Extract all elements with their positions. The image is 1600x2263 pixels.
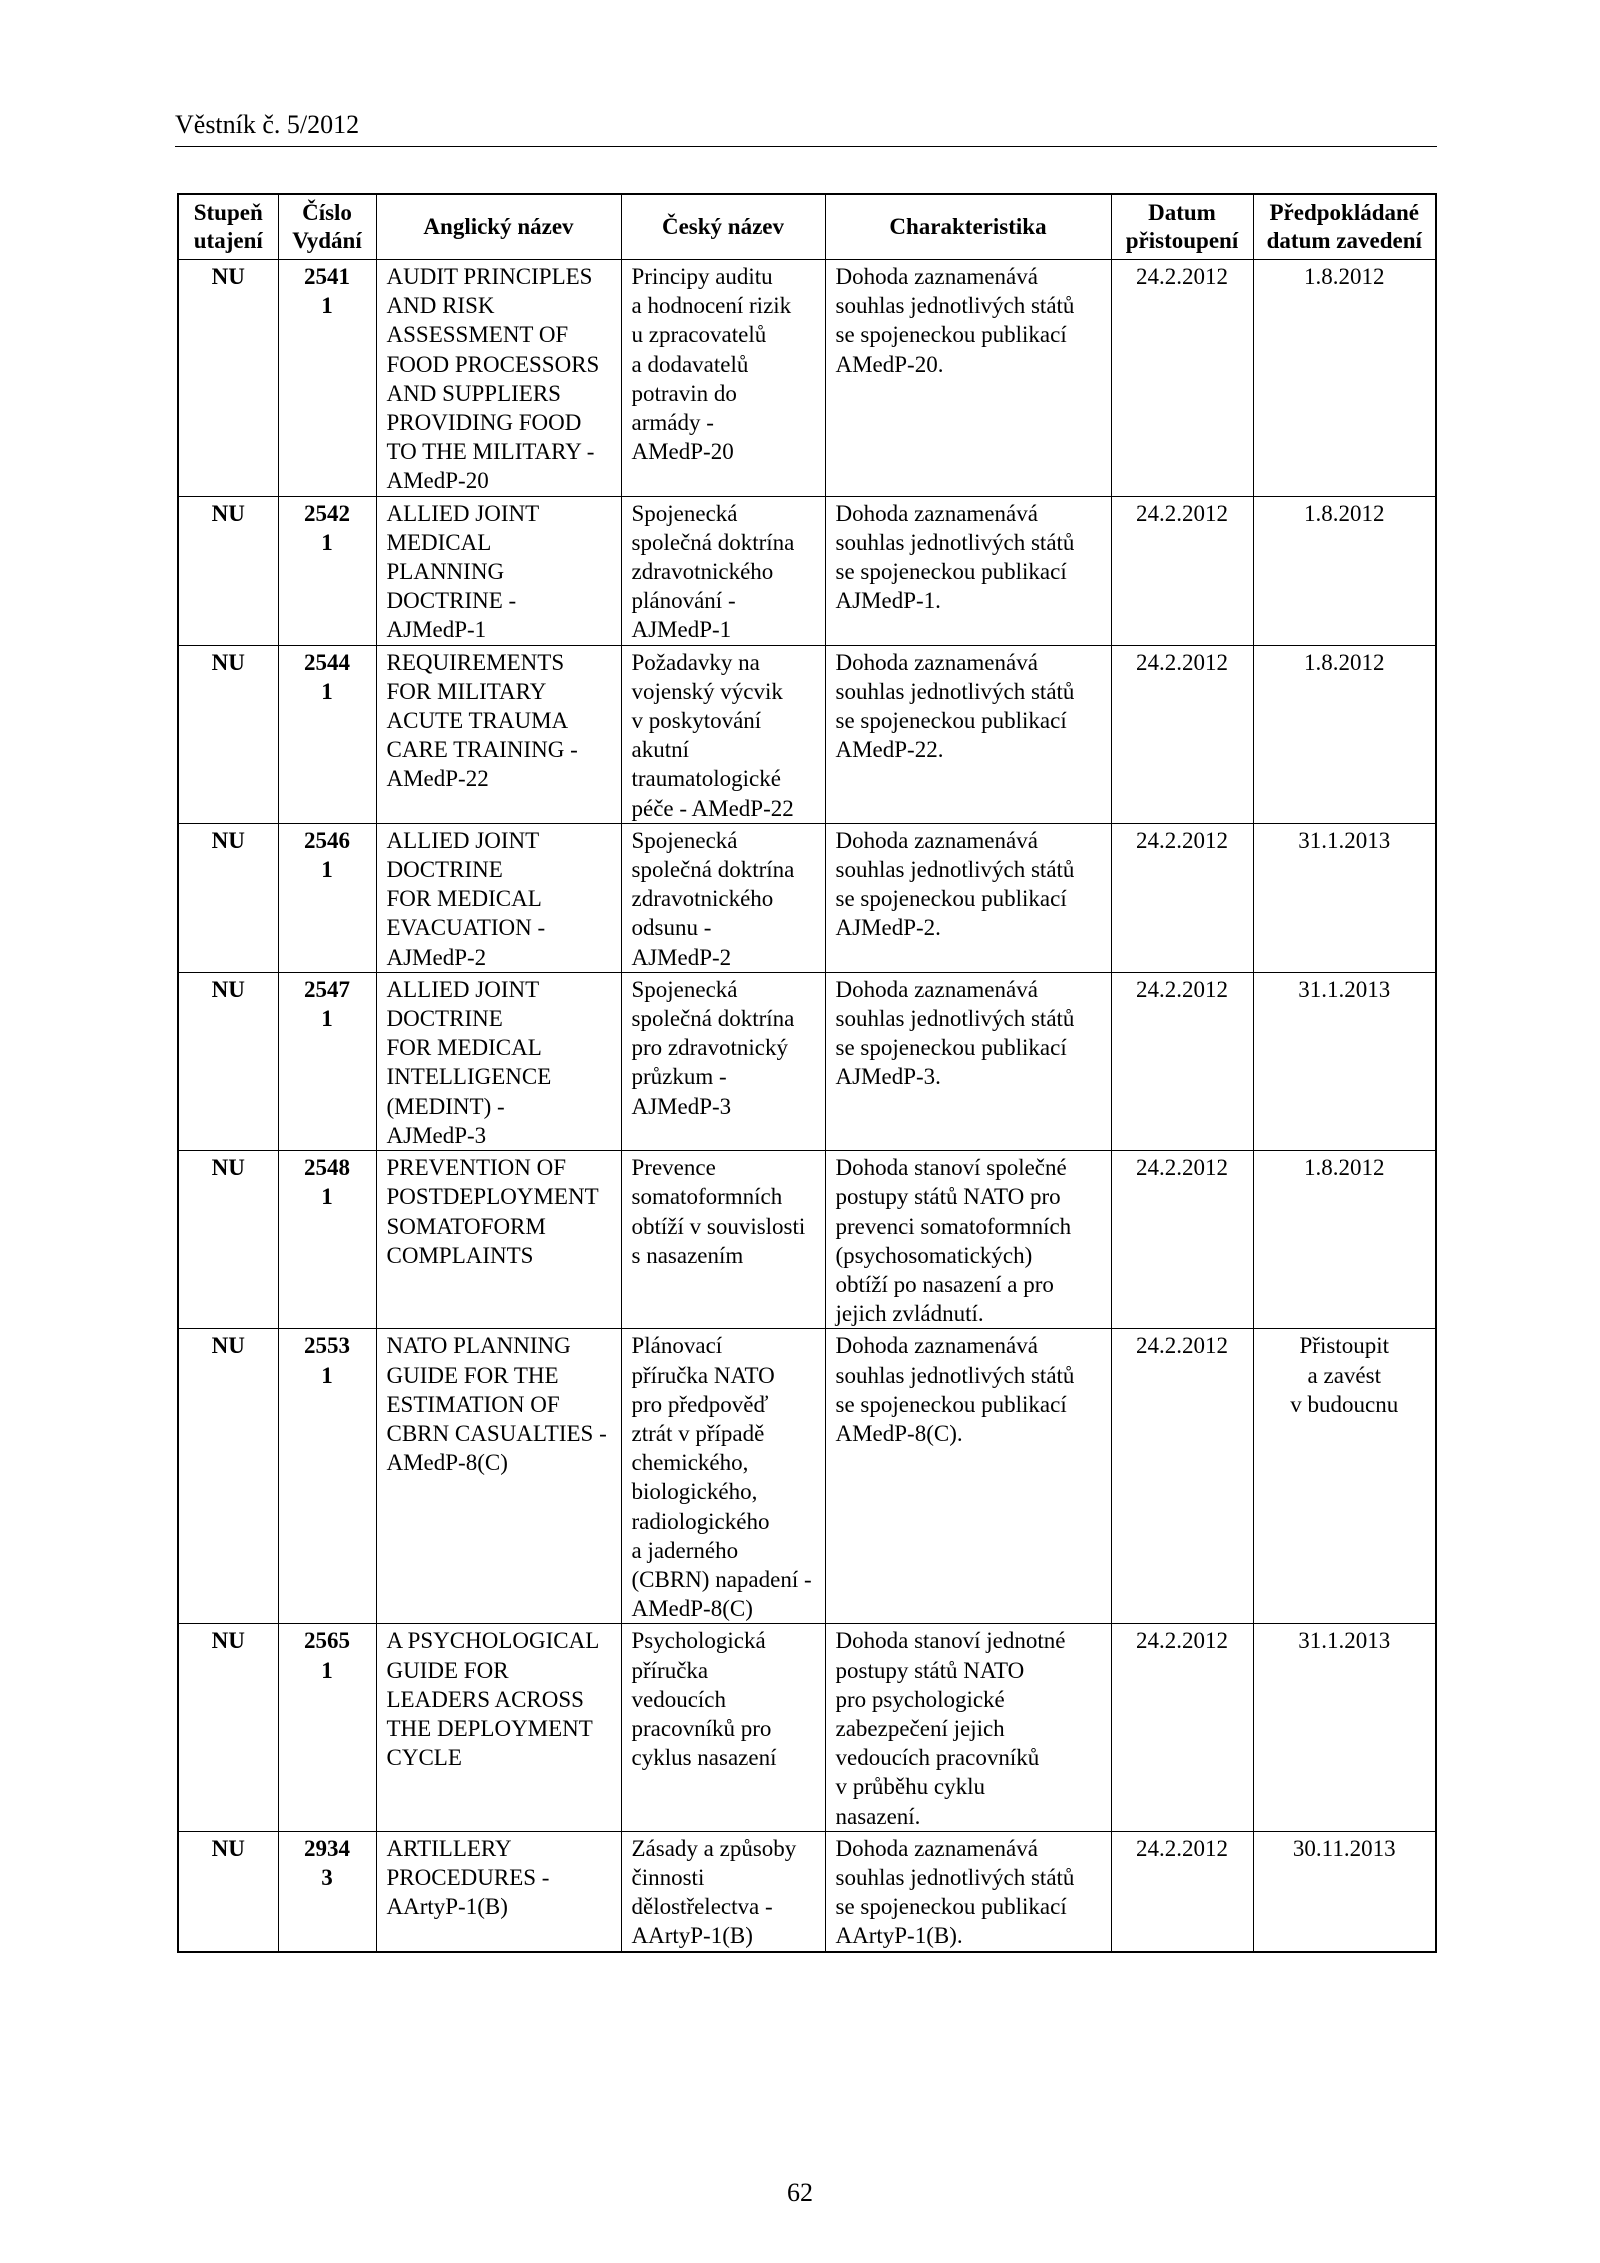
cell-line: plánování - bbox=[631, 588, 736, 614]
cell-line: nasazení. bbox=[835, 1803, 921, 1829]
edition-number: 1 bbox=[321, 293, 333, 319]
table-header-row bbox=[178, 194, 1436, 260]
english-name-cell bbox=[376, 1151, 621, 1329]
cell-line: Požadavky na bbox=[631, 649, 760, 675]
cell-line: akutní bbox=[631, 737, 689, 763]
cell-line: souhlas jednotlivých států bbox=[835, 1362, 1075, 1388]
cell-line: (psychosomatických) bbox=[835, 1242, 1033, 1268]
cell-line: AMedP-22 bbox=[386, 766, 489, 792]
cell-line: ARTILLERY bbox=[386, 1835, 512, 1861]
cell-line: (MEDINT) - bbox=[386, 1093, 505, 1119]
cell-line: FOR MEDICAL bbox=[386, 886, 542, 912]
cell-line: ALLIED JOINT bbox=[386, 976, 540, 1002]
cell-line: 1.8.2012 bbox=[1304, 500, 1385, 526]
cell-line: souhlas jednotlivých států bbox=[835, 1006, 1075, 1032]
cell-line: souhlas jednotlivých států bbox=[835, 529, 1075, 555]
cell-line: PLANNING bbox=[386, 559, 505, 585]
table-row bbox=[178, 1624, 1436, 1831]
accession-date-cell: 24.2.2012 bbox=[1111, 1329, 1253, 1624]
cell-line: se spojeneckou publikací bbox=[835, 322, 1067, 348]
cell-line: GUIDE FOR THE bbox=[386, 1362, 559, 1388]
cell-line: odsunu - bbox=[631, 915, 712, 941]
classification-cell: NU bbox=[178, 1329, 278, 1624]
number-cell bbox=[278, 823, 376, 972]
characteristics-cell bbox=[825, 1329, 1111, 1624]
cell-line: AJMedP-2 bbox=[631, 944, 732, 970]
cell-line: souhlas jednotlivých států bbox=[835, 293, 1075, 319]
cell-line: AArtyP-1(B). bbox=[835, 1923, 963, 1949]
cell-line: FOOD PROCESSORS bbox=[386, 351, 600, 377]
czech-name-cell bbox=[621, 1329, 825, 1624]
stanag-number: 2542 bbox=[304, 500, 350, 526]
cell-line: 31.1.2013 bbox=[1298, 1628, 1391, 1654]
cell-line: ALLIED JOINT bbox=[386, 827, 540, 853]
english-name-cell bbox=[376, 260, 621, 497]
accession-date-cell: 24.2.2012 bbox=[1111, 496, 1253, 645]
table-body bbox=[178, 260, 1436, 1952]
header-line: Anglický název bbox=[423, 214, 574, 239]
accession-date-cell: 24.2.2012 bbox=[1111, 972, 1253, 1150]
cell-line: péče - AMedP-22 bbox=[631, 795, 794, 821]
header-line: přistoupení bbox=[1125, 228, 1239, 253]
cell-line: Dohoda zaznamenává bbox=[835, 264, 1038, 289]
header-line: Datum bbox=[1148, 200, 1216, 225]
cell-line: 1.8.2012 bbox=[1304, 264, 1385, 289]
number-cell bbox=[278, 1831, 376, 1951]
number-cell bbox=[278, 1624, 376, 1831]
cell-line: a dodavatelů bbox=[631, 351, 749, 377]
cell-line: AArtyP-1(B) bbox=[631, 1923, 753, 1949]
cell-line: FOR MEDICAL bbox=[386, 1035, 542, 1061]
cell-line: EVACUATION - bbox=[386, 915, 546, 941]
column-header-planned-date bbox=[1253, 194, 1436, 260]
header-line: utajení bbox=[193, 228, 263, 253]
cell-line: ACUTE TRAUMA bbox=[386, 708, 569, 734]
characteristics-cell bbox=[825, 972, 1111, 1150]
page-header bbox=[175, 112, 1437, 147]
accession-date-cell: 24.2.2012 bbox=[1111, 1831, 1253, 1951]
cell-line: průzkum - bbox=[631, 1064, 727, 1090]
cell-line: AMedP-8(C) bbox=[631, 1596, 753, 1622]
planned-date-cell bbox=[1253, 645, 1436, 823]
cell-line: AND RISK bbox=[386, 293, 495, 319]
cell-line: Dohoda zaznamenává bbox=[835, 1835, 1038, 1861]
cell-line: AArtyP-1(B) bbox=[386, 1894, 508, 1920]
cell-line: 1.8.2012 bbox=[1304, 649, 1385, 675]
edition-number: 1 bbox=[321, 1362, 333, 1388]
column-header-czech-name bbox=[621, 194, 825, 260]
cell-line: somatoformních bbox=[631, 1184, 783, 1210]
planned-date-cell bbox=[1253, 972, 1436, 1150]
stanag-number: 2546 bbox=[304, 827, 350, 853]
cell-line: DOCTRINE bbox=[386, 1006, 503, 1032]
czech-name-cell bbox=[621, 1831, 825, 1951]
cell-line: v poskytování bbox=[631, 708, 762, 734]
stanag-number: 2547 bbox=[304, 976, 350, 1002]
cell-line: a jaderného bbox=[631, 1537, 739, 1563]
cell-line: DOCTRINE bbox=[386, 857, 503, 883]
stanag-number: 2548 bbox=[304, 1155, 350, 1181]
edition-number: 1 bbox=[321, 678, 333, 704]
classification-cell: NU bbox=[178, 1624, 278, 1831]
characteristics-cell bbox=[825, 645, 1111, 823]
cell-line: PROCEDURES - bbox=[386, 1864, 550, 1890]
cell-line: 31.1.2013 bbox=[1298, 976, 1391, 1002]
czech-name-cell bbox=[621, 823, 825, 972]
planned-date-cell bbox=[1253, 1831, 1436, 1951]
czech-name-cell bbox=[621, 260, 825, 497]
bulletin-title: Věstník č. 5/2012 bbox=[175, 110, 360, 139]
cell-line: ztrát v případě bbox=[631, 1420, 765, 1446]
cell-line: Prevence bbox=[631, 1155, 716, 1181]
cell-line: POSTDEPLOYMENT bbox=[386, 1184, 599, 1210]
cell-line: zdravotnického bbox=[631, 886, 774, 912]
cell-line: PREVENTION OF bbox=[386, 1155, 567, 1181]
cell-line: Dohoda zaznamenává bbox=[835, 827, 1038, 853]
accession-date-cell: 24.2.2012 bbox=[1111, 823, 1253, 972]
cell-line: DOCTRINE - bbox=[386, 588, 517, 614]
cell-line: AJMedP-3 bbox=[631, 1093, 732, 1119]
cell-line: příručka bbox=[631, 1657, 709, 1683]
cell-line: Dohoda stanoví jednotné bbox=[835, 1628, 1066, 1654]
cell-line: FOR MILITARY bbox=[386, 678, 547, 704]
edition-number: 1 bbox=[321, 1184, 333, 1210]
czech-name-cell bbox=[621, 972, 825, 1150]
accession-date-cell: 24.2.2012 bbox=[1111, 260, 1253, 497]
cell-line: AMedP-8(C). bbox=[835, 1420, 963, 1446]
planned-date-cell bbox=[1253, 823, 1436, 972]
cell-line: AJMedP-2. bbox=[835, 915, 941, 941]
cell-line: AJMedP-1 bbox=[631, 617, 732, 643]
cell-line: 1.8.2012 bbox=[1304, 1155, 1385, 1181]
cell-line: NATO PLANNING bbox=[386, 1333, 571, 1359]
cell-line: souhlas jednotlivých států bbox=[835, 1864, 1075, 1890]
cell-line: AJMedP-3 bbox=[386, 1122, 487, 1148]
column-header-english-name bbox=[376, 194, 621, 260]
cell-line: 31.1.2013 bbox=[1298, 827, 1391, 853]
cell-line: Zásady a způsoby bbox=[631, 1835, 797, 1861]
header-line: Vydání bbox=[292, 228, 362, 253]
cell-line: společná doktrína bbox=[631, 1006, 795, 1032]
cell-line: Psychologická bbox=[631, 1628, 766, 1654]
page-number: 62 bbox=[787, 2178, 813, 2207]
cell-line: vojenský výcvik bbox=[631, 678, 783, 704]
cell-line: pro zdravotnický bbox=[631, 1035, 788, 1061]
cell-line: AMedP-8(C) bbox=[386, 1450, 508, 1476]
english-name-cell bbox=[376, 1831, 621, 1951]
cell-line: GUIDE FOR bbox=[386, 1657, 509, 1683]
cell-line: se spojeneckou publikací bbox=[835, 708, 1067, 734]
cell-line: traumatologické bbox=[631, 766, 781, 792]
header-line: Předpokládané bbox=[1269, 200, 1420, 225]
cell-line: LEADERS ACROSS bbox=[386, 1686, 584, 1712]
czech-name-cell bbox=[621, 645, 825, 823]
characteristics-cell bbox=[825, 1831, 1111, 1951]
cell-line: Přistoupit bbox=[1299, 1333, 1389, 1359]
cell-line: společná doktrína bbox=[631, 857, 795, 883]
planned-date-cell bbox=[1253, 1151, 1436, 1329]
edition-number: 3 bbox=[321, 1864, 333, 1890]
cell-line: ASSESSMENT OF bbox=[386, 322, 569, 348]
cell-line: armády - bbox=[631, 410, 714, 436]
cell-line: a zavést bbox=[1307, 1362, 1381, 1388]
english-name-cell bbox=[376, 1624, 621, 1831]
cell-line: AMedP-22. bbox=[835, 737, 944, 763]
number-cell bbox=[278, 972, 376, 1150]
cell-line: Dohoda zaznamenává bbox=[835, 1333, 1038, 1359]
cell-line: dělostřelectva - bbox=[631, 1894, 773, 1920]
cell-line: SOMATOFORM bbox=[386, 1213, 546, 1239]
classification-cell: NU bbox=[178, 645, 278, 823]
table-row bbox=[178, 823, 1436, 972]
cell-line: AMedP-20 bbox=[631, 439, 734, 465]
characteristics-cell bbox=[825, 496, 1111, 645]
cell-line: 30.11.2013 bbox=[1292, 1835, 1396, 1861]
column-header-accession-date bbox=[1111, 194, 1253, 260]
cell-line: A PSYCHOLOGICAL bbox=[386, 1628, 600, 1654]
english-name-cell bbox=[376, 1329, 621, 1624]
cell-line: biologického, bbox=[631, 1479, 758, 1505]
accession-date-cell: 24.2.2012 bbox=[1111, 1151, 1253, 1329]
cell-line: společná doktrína bbox=[631, 529, 795, 555]
cell-line: a hodnocení rizik bbox=[631, 293, 792, 319]
classification-cell: NU bbox=[178, 260, 278, 497]
cell-line: se spojeneckou publikací bbox=[835, 559, 1067, 585]
cell-line: Spojenecká bbox=[631, 827, 738, 853]
edition-number: 1 bbox=[321, 1006, 333, 1032]
classification-cell: NU bbox=[178, 823, 278, 972]
cell-line: Spojenecká bbox=[631, 500, 738, 526]
cell-line: ESTIMATION OF bbox=[386, 1391, 560, 1417]
cell-line: CYCLE bbox=[386, 1745, 462, 1771]
number-cell bbox=[278, 645, 376, 823]
edition-number: 1 bbox=[321, 529, 333, 555]
column-header-number bbox=[278, 194, 376, 260]
column-header-level bbox=[178, 194, 278, 260]
english-name-cell bbox=[376, 496, 621, 645]
header-line: Stupeň bbox=[193, 200, 263, 225]
cell-line: Dohoda zaznamenává bbox=[835, 649, 1038, 675]
cell-line: Spojenecká bbox=[631, 976, 738, 1002]
number-cell bbox=[278, 1151, 376, 1329]
cell-line: se spojeneckou publikací bbox=[835, 1035, 1067, 1061]
header-line: datum zavedení bbox=[1266, 228, 1422, 253]
cell-line: u zpracovatelů bbox=[631, 322, 767, 348]
stanag-number: 2934 bbox=[304, 1835, 350, 1861]
accession-date-cell: 24.2.2012 bbox=[1111, 645, 1253, 823]
cell-line: CBRN CASUALTIES - bbox=[386, 1420, 607, 1446]
classification-cell: NU bbox=[178, 972, 278, 1150]
czech-name-cell bbox=[621, 496, 825, 645]
table-row bbox=[178, 645, 1436, 823]
cell-line: potravin do bbox=[631, 380, 737, 406]
cell-line: jejich zvládnutí. bbox=[835, 1301, 984, 1327]
stanag-number: 2544 bbox=[304, 649, 350, 675]
english-name-cell bbox=[376, 972, 621, 1150]
cell-line: se spojeneckou publikací bbox=[835, 886, 1067, 912]
czech-name-cell bbox=[621, 1624, 825, 1831]
cell-line: Dohoda stanoví společné bbox=[835, 1155, 1067, 1181]
cell-line: Dohoda zaznamenává bbox=[835, 500, 1038, 526]
cell-line: příručka NATO bbox=[631, 1362, 775, 1388]
cell-line: pracovníků pro bbox=[631, 1715, 772, 1741]
cell-line: se spojeneckou publikací bbox=[835, 1391, 1067, 1417]
number-cell bbox=[278, 260, 376, 497]
cell-line: souhlas jednotlivých států bbox=[835, 857, 1075, 883]
cell-line: v budoucnu bbox=[1290, 1391, 1399, 1417]
characteristics-cell bbox=[825, 1151, 1111, 1329]
header-line: Český název bbox=[661, 214, 785, 239]
english-name-cell bbox=[376, 645, 621, 823]
cell-line: vedoucích pracovníků bbox=[835, 1745, 1040, 1771]
cell-line: COMPLAINTS bbox=[386, 1242, 534, 1268]
cell-line: vedoucích bbox=[631, 1686, 727, 1712]
cell-line: AMedP-20. bbox=[835, 351, 944, 377]
edition-number: 1 bbox=[321, 857, 333, 883]
table-row bbox=[178, 496, 1436, 645]
planned-date-cell bbox=[1253, 496, 1436, 645]
table-row bbox=[178, 972, 1436, 1150]
header-line: Charakteristika bbox=[889, 214, 1047, 239]
cell-line: obtíží v souvislosti bbox=[631, 1213, 806, 1239]
number-cell bbox=[278, 1329, 376, 1624]
cell-line: Principy auditu bbox=[631, 264, 773, 289]
cell-line: pro psychologické bbox=[835, 1686, 1005, 1712]
planned-date-cell bbox=[1253, 1624, 1436, 1831]
cell-line: INTELLIGENCE bbox=[386, 1064, 552, 1090]
cell-line: zdravotnického bbox=[631, 559, 774, 585]
cell-line: AJMedP-2 bbox=[386, 944, 487, 970]
number-cell bbox=[278, 496, 376, 645]
cell-line: TO THE MILITARY - bbox=[386, 439, 595, 465]
cell-line: se spojeneckou publikací bbox=[835, 1894, 1067, 1920]
characteristics-cell bbox=[825, 1624, 1111, 1831]
cell-line: AUDIT PRINCIPLES bbox=[386, 264, 593, 289]
czech-name-cell bbox=[621, 1151, 825, 1329]
cell-line: Plánovací bbox=[631, 1333, 723, 1359]
header-line: Číslo bbox=[302, 200, 352, 225]
cell-line: obtíží po nasazení a pro bbox=[835, 1271, 1054, 1297]
cell-line: radiologického bbox=[631, 1508, 770, 1534]
cell-line: Dohoda zaznamenává bbox=[835, 976, 1038, 1002]
cell-line: prevenci somatoformních bbox=[835, 1213, 1072, 1239]
stanag-table bbox=[177, 193, 1437, 1953]
cell-line: cyklus nasazení bbox=[631, 1745, 777, 1771]
cell-line: MEDICAL bbox=[386, 529, 492, 555]
planned-date-cell bbox=[1253, 1329, 1436, 1624]
cell-line: postupy států NATO bbox=[835, 1657, 1025, 1683]
cell-line: CARE TRAINING - bbox=[386, 737, 578, 763]
stanag-number: 2565 bbox=[304, 1628, 350, 1654]
characteristics-cell bbox=[825, 823, 1111, 972]
classification-cell: NU bbox=[178, 1831, 278, 1951]
cell-line: (CBRN) napadení - bbox=[631, 1566, 812, 1592]
cell-line: pro předpověď bbox=[631, 1391, 769, 1417]
cell-line: s nasazením bbox=[631, 1242, 744, 1268]
characteristics-cell bbox=[825, 260, 1111, 497]
cell-line: v průběhu cyklu bbox=[835, 1774, 985, 1800]
stanag-number: 2541 bbox=[304, 264, 350, 289]
classification-cell: NU bbox=[178, 1151, 278, 1329]
column-header-characteristics bbox=[825, 194, 1111, 260]
cell-line: AND SUPPLIERS bbox=[386, 380, 561, 406]
cell-line: postupy států NATO pro bbox=[835, 1184, 1061, 1210]
cell-line: zabezpečení jejich bbox=[835, 1715, 1005, 1741]
stanag-number: 2553 bbox=[304, 1333, 350, 1359]
cell-line: ALLIED JOINT bbox=[386, 500, 540, 526]
planned-date-cell bbox=[1253, 260, 1436, 497]
table-row bbox=[178, 260, 1436, 497]
cell-line: chemického, bbox=[631, 1450, 749, 1476]
cell-line: AJMedP-3. bbox=[835, 1064, 941, 1090]
english-name-cell bbox=[376, 823, 621, 972]
cell-line: činnosti bbox=[631, 1864, 705, 1890]
classification-cell: NU bbox=[178, 496, 278, 645]
cell-line: souhlas jednotlivých států bbox=[835, 678, 1075, 704]
table-row bbox=[178, 1151, 1436, 1329]
cell-line: REQUIREMENTS bbox=[386, 649, 565, 675]
accession-date-cell: 24.2.2012 bbox=[1111, 1624, 1253, 1831]
table-row bbox=[178, 1329, 1436, 1624]
cell-line: AJMedP-1. bbox=[835, 588, 941, 614]
cell-line: AMedP-20 bbox=[386, 468, 489, 494]
table-row bbox=[178, 1831, 1436, 1951]
cell-line: PROVIDING FOOD bbox=[386, 410, 582, 436]
cell-line: THE DEPLOYMENT bbox=[386, 1715, 593, 1741]
cell-line: AJMedP-1 bbox=[386, 617, 487, 643]
edition-number: 1 bbox=[321, 1657, 333, 1683]
